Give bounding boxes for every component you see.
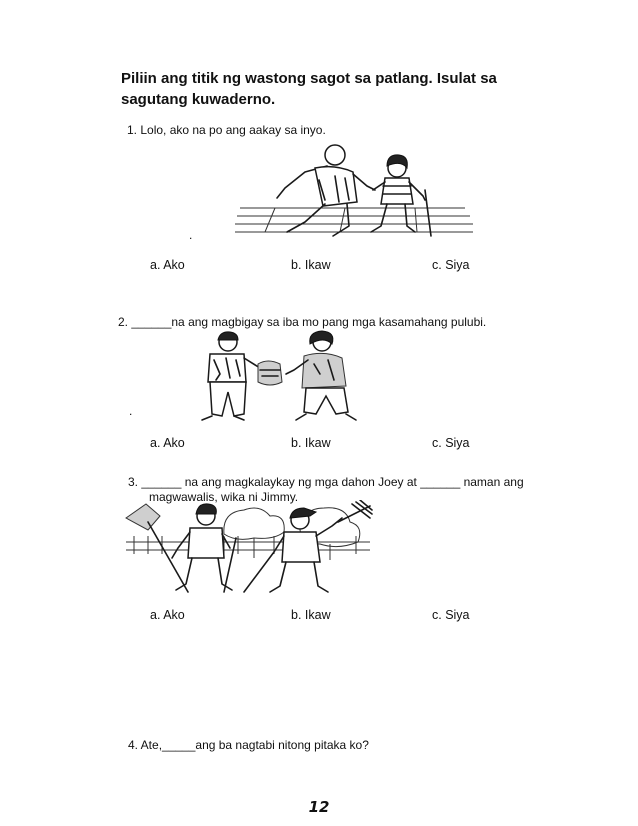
q3-option-a[interactable]: a. Ako <box>150 608 185 622</box>
q3-option-c[interactable]: c. Siya <box>432 608 470 622</box>
q1-option-b[interactable]: b. Ikaw <box>291 258 331 272</box>
page-number: 12 <box>308 798 330 816</box>
question-1-dot: . <box>189 228 193 242</box>
question-4-text: 4. Ate,_____ang ba nagtabi nitong pitaka ko? <box>128 738 369 752</box>
question-3-text-line1: 3. ______ na ang magkalaykay ng mga dahon Joey at ______ naman ang <box>128 475 524 489</box>
q2-option-b[interactable]: b. Ikaw <box>291 436 331 450</box>
question-3-text-line2: magwawalis, wika ni Jimmy. <box>149 490 299 504</box>
ground-lines <box>235 208 473 232</box>
q1-option-c[interactable]: c. Siya <box>432 258 470 272</box>
q2-option-c[interactable]: c. Siya <box>432 436 470 450</box>
beggar-figure <box>286 331 356 420</box>
instructions: Piliin ang titik ng wastong sagot sa patlang. Isulat sa sagutang kuwaderno. <box>121 70 497 108</box>
question-1-text: 1. Lolo, ako na po ang aakay sa inyo. <box>127 123 326 137</box>
grandfather-child-illustration <box>235 140 475 245</box>
boy-sweeping-figure <box>172 504 236 592</box>
man-giving-figure <box>202 332 266 420</box>
q3-option-b[interactable]: b. Ikaw <box>291 608 331 622</box>
bag-figure <box>258 361 282 385</box>
grandfather-figure <box>277 145 375 236</box>
sweeping-raking-illustration <box>124 500 374 596</box>
question-2-text: 2. ______na ang magbigay sa iba mo pang mga kasamahang pulubi. <box>118 315 487 329</box>
question-2-dot: . <box>129 404 133 418</box>
giving-to-beggar-illustration <box>196 330 374 422</box>
q2-option-a[interactable]: a. Ako <box>150 436 185 450</box>
q1-option-a[interactable]: a. Ako <box>150 258 185 272</box>
